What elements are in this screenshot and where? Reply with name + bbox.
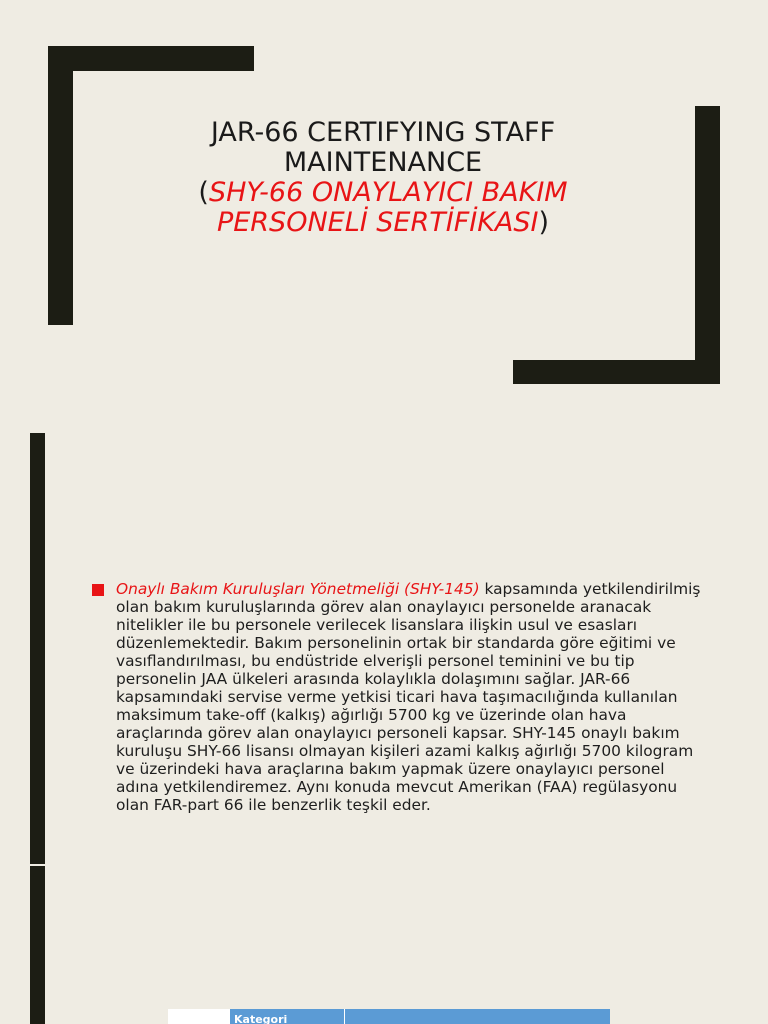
frame-top-left-horizontal <box>48 46 254 71</box>
bullet-body: kapsamında yetkilendirilmiş olan bakım kuruluşlarında görev alan onaylayıcı personelde aranacak nitelikler ile bu personele verilecek lisanslara ilişkin usul ve esasları düzenlemektedir. Bakım personelinin ortak bir standarda göre eğitimi ve vasıflandırılması, bu endüstride elverişli personel teminini ve bu tip personelin JAA ülkeleri arasında kolaylıkla dolaşımını sağlar. JAR-66 kapsamındaki servise verme yetkisi ticari hava taşımacılığında kullanılan maksimum take-off (kalkış) ağırlığı 5700 kg ve üzerinde olan hava araçlarında görev alan onaylayıcı personeli kapsar. SHY-145 onaylı bakım kuruluşu SHY-66 lisansı olmayan kişileri azami kalkış ağırlığı 5700 kilogram ve üzerindeki hava araçlarına bakım yapmak üzere onaylayıcı personel adına yetkilendiremez. Aynı konuda mevcut Amerikan (FAA) regülasyonu olan FAR-part 66 ile benzerlik teşkil eder. <box>116 580 701 814</box>
category-table <box>168 1009 610 1024</box>
frame-bottom-right-vertical <box>695 106 720 384</box>
square-bullet-icon <box>92 584 104 596</box>
slide2-accent-bar <box>30 433 45 1024</box>
accent-bar-gap <box>30 864 45 866</box>
title-open-paren: ( <box>198 177 209 208</box>
title-red-subtitle: SHY-66 ONAYLAYICI BAKIM PERSONELİ SERTİFİKASI <box>208 177 568 238</box>
table-header-description <box>345 1009 610 1024</box>
bullet-text <box>116 580 702 814</box>
frame-bottom-right-horizontal <box>513 360 720 384</box>
slide-divider <box>0 414 768 426</box>
table-header-empty-cell <box>168 1009 230 1024</box>
frame-top-left-vertical <box>48 46 73 325</box>
title-main: JAR-66 CERTIFYING STAFF MAINTENANCE <box>210 117 556 178</box>
title-close-paren: ) <box>538 207 550 238</box>
bullet-red-lead: Onaylı Bakım Kuruluşları Yönetmeliği (SHY-145) <box>116 580 480 598</box>
slide-title <box>150 118 616 238</box>
bullet-paragraph <box>92 580 702 814</box>
table-header-category: Kategori <box>230 1009 345 1024</box>
